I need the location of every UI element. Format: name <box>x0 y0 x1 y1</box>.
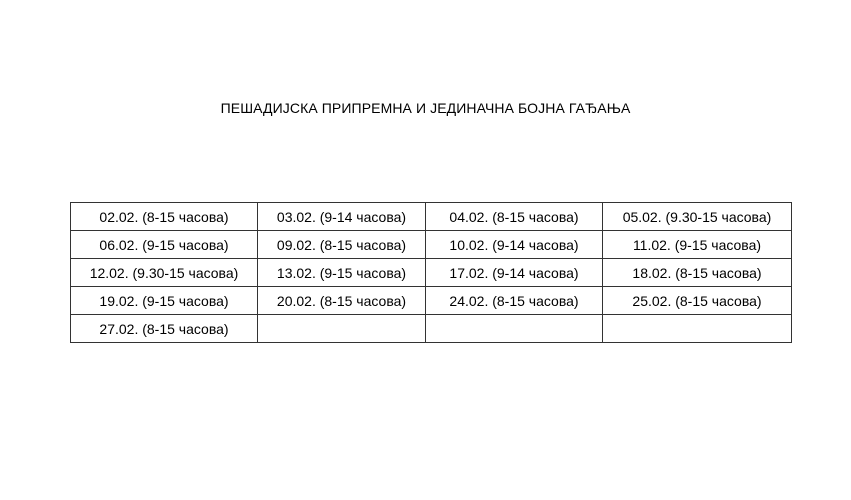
table-cell: 05.02. (9.30-15 часова) <box>603 203 792 231</box>
table-cell: 17.02. (9-14 часова) <box>426 259 603 287</box>
table-row <box>71 315 792 343</box>
table-cell: 12.02. (9.30-15 часова) <box>71 259 258 287</box>
schedule-table <box>70 202 792 343</box>
table-row <box>71 287 792 315</box>
table-cell: 27.02. (8-15 часова) <box>71 315 258 343</box>
table-cell: 04.02. (8-15 часова) <box>426 203 603 231</box>
table-cell <box>258 315 426 343</box>
table-cell: 19.02. (9-15 часова) <box>71 287 258 315</box>
table-cell: 06.02. (9-15 часова) <box>71 231 258 259</box>
table-row <box>71 203 792 231</box>
table-cell: 11.02. (9-15 часова) <box>603 231 792 259</box>
table-cell <box>603 315 792 343</box>
table-row <box>71 231 792 259</box>
table-cell: 25.02. (8-15 часова) <box>603 287 792 315</box>
page-title: ПЕШАДИЈСКА ПРИПРЕМНА И ЈЕДИНАЧНА БОЈНА ГАЂАЊА <box>220 100 631 116</box>
table-cell: 03.02. (9-14 часова) <box>258 203 426 231</box>
table-cell: 18.02. (8-15 часова) <box>603 259 792 287</box>
table-cell: 09.02. (8-15 часова) <box>258 231 426 259</box>
table-cell: 10.02. (9-14 часова) <box>426 231 603 259</box>
table-cell: 13.02. (9-15 часова) <box>258 259 426 287</box>
table-cell: 24.02. (8-15 часова) <box>426 287 603 315</box>
table-cell <box>426 315 603 343</box>
table-row <box>71 259 792 287</box>
table-cell: 20.02. (8-15 часова) <box>258 287 426 315</box>
table-cell: 02.02. (8-15 часова) <box>71 203 258 231</box>
